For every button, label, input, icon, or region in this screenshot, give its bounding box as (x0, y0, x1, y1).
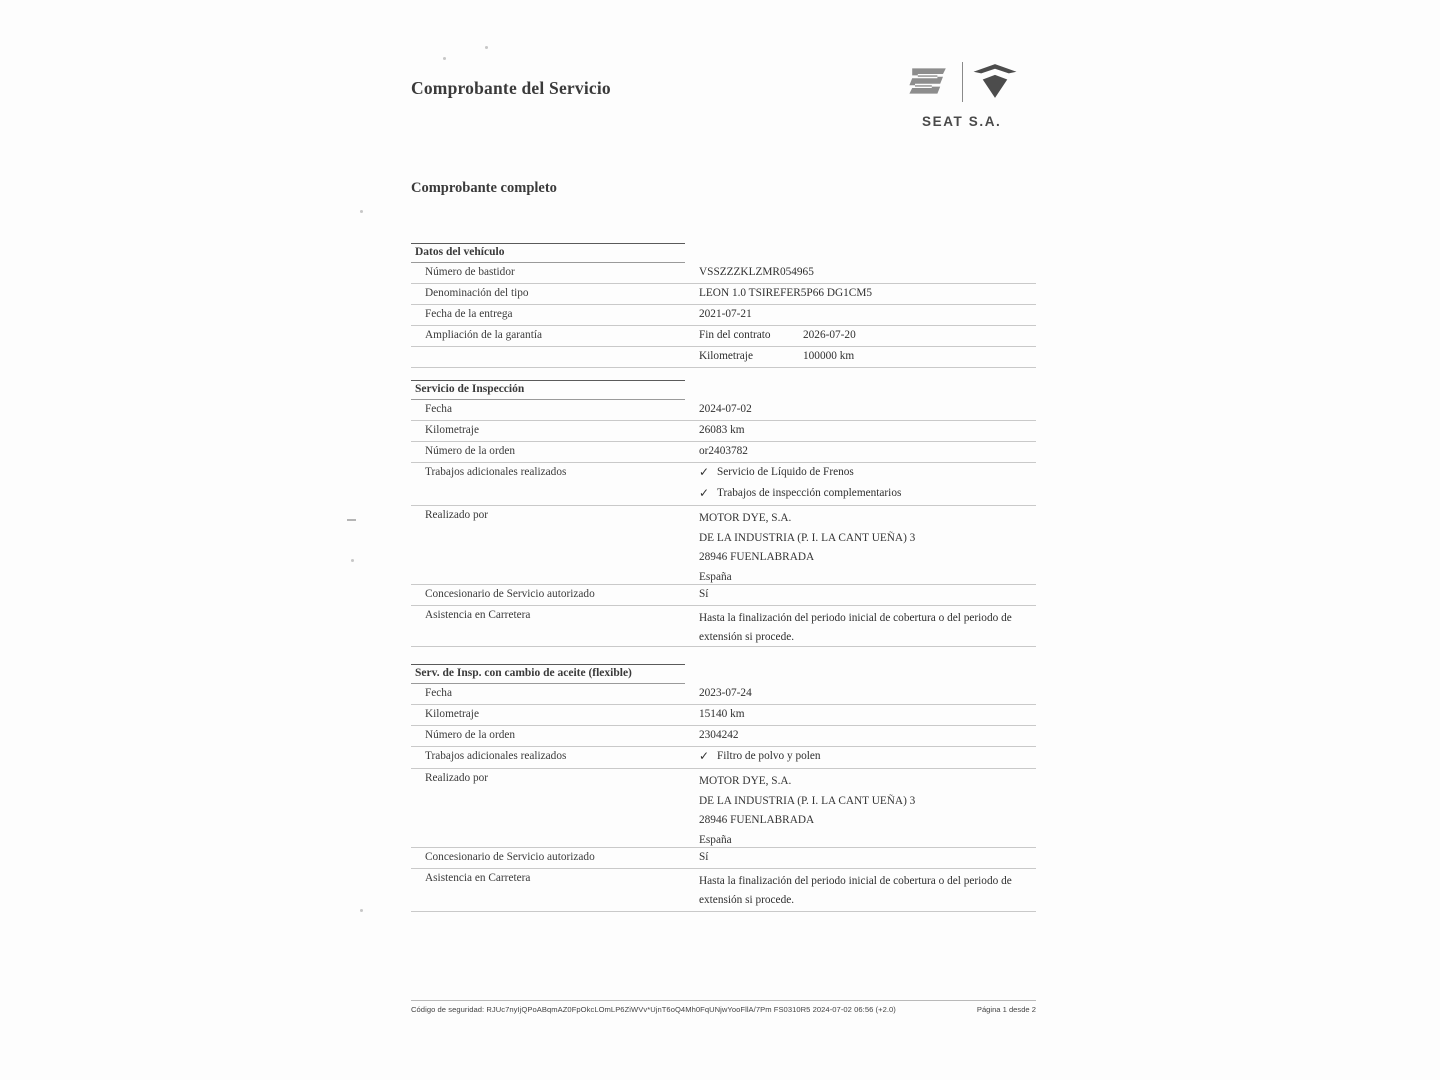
scan-speckle (360, 909, 363, 912)
cupra-logo-icon (972, 62, 1018, 100)
table-row (411, 347, 1036, 368)
table-row (411, 421, 1036, 442)
table-row (411, 726, 1036, 747)
checklist-item (411, 484, 1036, 504)
row-label: Fecha (425, 687, 452, 699)
workshop-line: 28946 FUENLABRADA (699, 814, 815, 826)
workshop-line: MOTOR DYE, S.A. (699, 512, 792, 524)
vehicle-data-block-header (411, 243, 685, 263)
row-value: VSSZZZKLZMR054965 (699, 266, 814, 278)
row-value: 2021-07-21 (699, 308, 752, 320)
table-row (411, 848, 1036, 869)
row-value: or2403782 (699, 445, 748, 457)
warranty-km-label: Kilometraje (699, 350, 753, 362)
row-value: 15140 km (699, 708, 745, 720)
checklist-label: Servicio de Líquido de Frenos (717, 466, 854, 478)
check-icon: ✓ (699, 749, 710, 763)
checklist-item (411, 747, 1036, 767)
row-label: Número de la orden (425, 729, 516, 741)
table-row (411, 284, 1036, 305)
row-label: Concesionario de Servicio autorizado (425, 588, 595, 600)
scan-speckle (485, 46, 488, 49)
row-value: 26083 km (699, 424, 745, 436)
checklist-label: Filtro de polvo y polen (717, 750, 821, 762)
table-row (411, 442, 1036, 463)
checklist-item (411, 463, 1036, 483)
row-label: Número de bastidor (425, 266, 515, 278)
row-value: 2023-07-24 (699, 687, 752, 699)
row-value: LEON 1.0 TSIREFER5P66 DG1CM5 (699, 287, 873, 299)
table-row (411, 769, 1036, 848)
table-row (411, 684, 1036, 705)
table-row (411, 606, 1036, 647)
row-label: Asistencia en Carretera (425, 872, 531, 884)
row-value: Hasta la finalización del periodo inicial de cobertura o del periodo de extensión si procede. (699, 612, 1012, 643)
check-icon: ✓ (699, 486, 710, 500)
workshop-line: España (699, 570, 732, 583)
vehicle-data-title: Datos del vehículo (415, 246, 505, 258)
row-label: Denominación del tipo (425, 287, 529, 299)
page-number: Página 1 desde 2 (976, 1005, 1036, 1014)
row-value: 2304242 (699, 729, 739, 741)
table-row (411, 869, 1036, 912)
table-row (411, 400, 1036, 421)
scan-speckle (443, 57, 446, 60)
workshop-line: España (699, 833, 732, 846)
inspection-service-block (411, 380, 1036, 647)
warranty-km-value: 100000 km (803, 350, 855, 362)
vehicle-data-block (411, 243, 1036, 368)
warranty-end-label: Fin del contrato (699, 329, 771, 341)
row-value: Sí (699, 588, 709, 600)
row-label: Fecha de la entrega (425, 308, 513, 320)
table-row (411, 585, 1036, 606)
row-label: Realizado por (425, 509, 489, 521)
row-label: Número de la orden (425, 445, 516, 457)
workshop-line: 28946 FUENLABRADA (699, 551, 815, 563)
workshop-address (699, 509, 1039, 587)
row-label: Trabajos adicionales realizados (425, 466, 567, 478)
check-icon: ✓ (699, 465, 710, 479)
row-value: Hasta la finalización del periodo inicial de cobertura o del periodo de extensión si procede. (699, 875, 1012, 906)
seat-logo-icon (908, 64, 950, 98)
scan-speckle (351, 559, 354, 562)
section-title: Comprobante completo (411, 180, 557, 196)
workshop-address (699, 772, 1039, 850)
table-row (411, 747, 1036, 769)
row-value: Sí (699, 851, 709, 863)
workshop-line: MOTOR DYE, S.A. (699, 775, 792, 787)
oil-change-service-title: Serv. de Insp. con cambio de aceite (flexible) (415, 667, 632, 679)
checklist-label: Trabajos de inspección complementarios (717, 487, 902, 499)
page-footer (411, 1000, 1036, 1014)
workshop-line: DE LA INDUSTRIA (P. I. LA CANT UEÑA) 3 (699, 531, 916, 544)
table-row (411, 463, 1036, 506)
oil-change-service-block (411, 664, 1036, 912)
brand-logos (900, 58, 1080, 138)
row-label: Asistencia en Carretera (425, 609, 531, 621)
row-label: Trabajos adicionales realizados (425, 750, 567, 762)
table-row (411, 305, 1036, 326)
row-label: Realizado por (425, 772, 489, 784)
table-row (411, 326, 1036, 347)
oil-change-service-block-header (411, 664, 685, 684)
brand-divider (962, 62, 963, 102)
table-row (411, 263, 1036, 284)
scan-speckle (347, 519, 356, 521)
page-title: Comprobante del Servicio (411, 78, 611, 98)
row-label: Concesionario de Servicio autorizado (425, 851, 595, 863)
row-label: Ampliación de la garantía (425, 329, 543, 341)
row-label: Kilometraje (425, 708, 479, 720)
inspection-service-block-header (411, 380, 685, 400)
row-value: 2024-07-02 (699, 403, 752, 415)
brand-name-label: SEAT S.A. (922, 114, 1002, 129)
table-row (411, 506, 1036, 585)
scan-speckle (360, 210, 363, 213)
row-label: Fecha (425, 403, 452, 415)
row-label: Kilometraje (425, 424, 479, 436)
warranty-end-value: 2026-07-20 (803, 329, 856, 341)
table-row (411, 705, 1036, 726)
security-code: Código de seguridad: RJUc7nyIjQPoABqmAZ0FpOkcLOmLP6ZiWVv*UjnT6oQ4Mh0FqUNjwYooFllA/7Pm FS0310R5 2024-07-02 06:56 (+2.0) (411, 1005, 896, 1014)
workshop-line: DE LA INDUSTRIA (P. I. LA CANT UEÑA) 3 (699, 794, 916, 807)
inspection-service-title: Servicio de Inspección (415, 383, 525, 395)
